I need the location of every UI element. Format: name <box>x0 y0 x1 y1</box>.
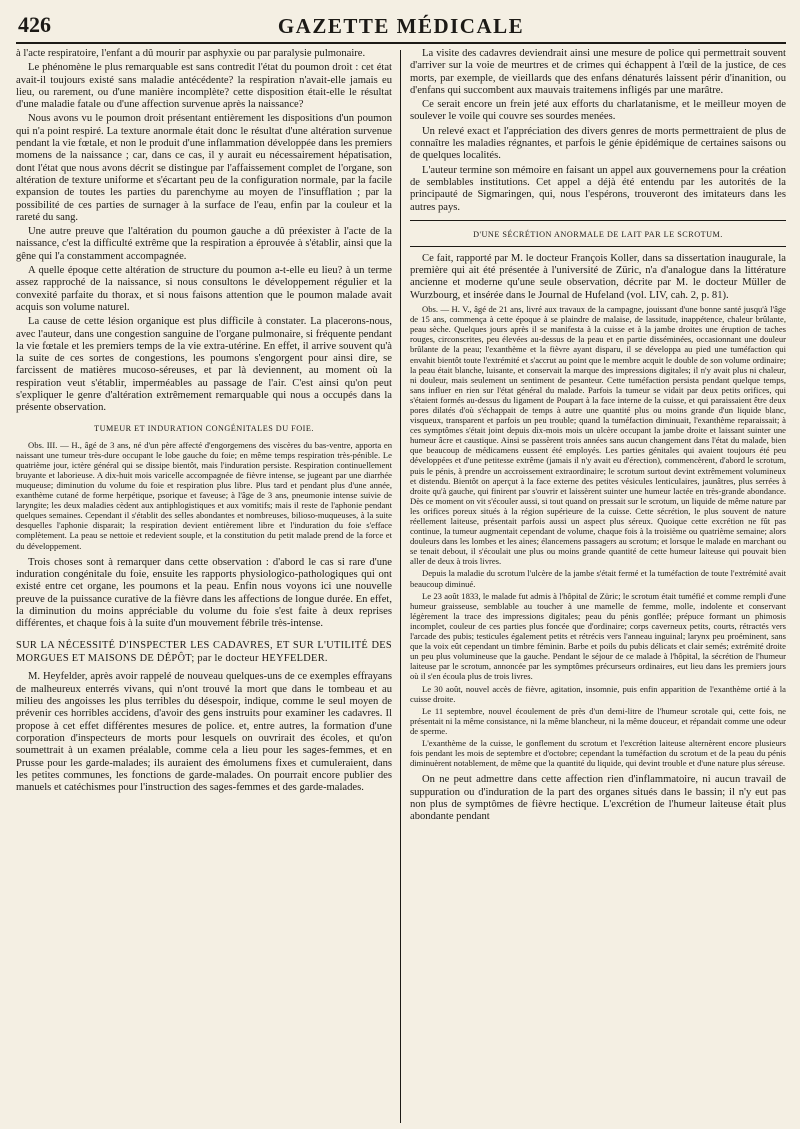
gazette-title: GAZETTE MÉDICALE <box>277 14 525 38</box>
observation-text: Le 11 septembre, nouvel écoulement de près d'un demi-litre de l'humeur scrotale qui, cette fois, ne présentait ni la même consistance, ni la même blancheur, ni la même douceur, et répandait comme une odeur de sperme. <box>410 705 786 736</box>
right-column <box>401 48 786 1123</box>
observation-text: Le 30 août, nouvel accès de fièvre, agitation, insomnie, puis enfin apparition de l'exanthème ortié à la cuisse droite. <box>410 683 786 704</box>
observation-text: Le 23 août 1833, le malade fut admis à l'hôpital de Züric; le scrotum était tuméfié et comme rempli d'une humeur graisseuse, semblable au toucher à une mamelle de femme, molle, indolente et conservant légèrement la trace des impressions digitales; peau du pénis gonflée; prépuce formant un phimosis incomplet, couleur de ces parties plus foncée que d'ordinaire; corps caverneux petits, courts, rétractés vers l'arcade des pubis; testicules également petits et rétrécis vers l'anneau inguinal; larynx peu proéminent, sans que la voix eût cependant un timbre féminin. Barbe et poils du pubis délicats et clair semés; extrémité droite un peu plus volumineuse que la gauche. Pendant le séjour de ce malade à l'hôpital, la sécrétion de l'humeur laiteuse par le scrotum, annoncée par les symptômes précurseurs ordinaires, eut lieu dans les premiers jours où il s'en écoula plus de trois livres. <box>410 590 786 682</box>
section-heading-cadavres: SUR LA NÉCESSITÉ D'INSPECTER LES CADAVRES, ET SUR L'UTILITÉ DES MORGUES ET MAISONS DE DÉPÔT; par le docteur HEYFELDER. <box>16 640 392 664</box>
observation-text: Obs. III. — H., âgé de 3 ans, né d'un père affecté d'engorgemens des viscères du bas-ventre, apporta en naissant une tumeur très-dure occupant le lobe gauche du foie; en même temps respiration très-pénible. Le quatrième jour, ictère général qui se dissipe bientôt, mais l'induration persiste. Respiration continuellement bruyante et laborieuse. A dix-huit mois varicelle accompagnée de fièvre intense, se jugeant par une diarrhée muqueuse; diminution du volume du foie et respiration plus libre. Plus tard et pendant plus d'une année, exanthème cutané de forme herpétique, psorique et faveuse; à l'âge de 3 ans, pneumonie intense suivie de laryngite; les deux maladies cèdent aux antiphlogistiques et aux vomitifs; mais il reste de l'aphonie pendant quelques semaines. Cependant il s'établit des selles abondantes et nombreuses, bilioso-muqueuses, à la suite desquelles l'aphonie disparait; la respiration devient entièrement libre et l'induration du foie s'efface complètement. La peau se nettoie et redevient souple, et la constitution du petit malade prend de la force et du développement. <box>16 439 392 551</box>
right-paragraph: L'auteur termine son mémoire en faisant un appel aux gouvernemens pour la création de semblables institutions. Cet appel a déjà été entendu par les autorités de la principauté de Sigmaringen, qui, nous l'espérons, trouveront des imitateurs dans les autres pays. <box>410 164 786 213</box>
left-paragraph: M. Heyfelder, après avoir rappelé de nouveau quelques-uns de ce exemples effrayans de malheureux enterrés vivans, qui n'ont trouvé la mort que dans le tombeau et au milieu des angoisses les plus terribles du désespoir, indique, comme le seul moyen de prévenir ces horribles accidens, d'avoir des gens instruits pour examiner les cadavres. Il propose à cet effet différentes mesures de police. et, entre autres, la formation d'une corporation d'inspecteurs de morts pour lesquels on ouvrirait des écoles, et qu'on soumettrait à un examen préalable, comme cela a lieu pour les sages-femmes, et en Prusse pour les garde-malades; ils auraient des émolumens fixes et cumuleraient, dans les petites communes, les fonctions de garde-malades. On pourrait encore publier des manuels et catéchismes pour l'instruction des sages-femmes et des garde-malades. <box>16 671 392 794</box>
section-separator <box>410 220 786 221</box>
page-header <box>16 8 786 44</box>
page-number: 426 <box>18 12 51 37</box>
left-paragraph: Une autre preuve que l'altération du poumon gauche a dû préexister à l'acte de la naissance, c'est la difficulté extrême que la respiration a éprouvée à s'établir, ainsi que la gêne qui l'a constamment accompagnée. <box>16 226 392 262</box>
two-column-body <box>16 48 786 1123</box>
observation-text: Depuis la maladie du scrotum l'ulcère de la jambe s'était fermé et la tuméfaction de toute l'extrémité avait beaucoup diminué. <box>410 568 786 589</box>
section-separator <box>410 246 786 247</box>
left-paragraph: Trois choses sont à remarquer dans cette observation : d'abord le cas si rare d'une induration congénitale du foie, ensuite les rapports physiologico-pathologiques qui ont existé entre cet organe, les poumons et la peau. Enfin nous voyons ici une nouvelle preuve de la puissance curative de la fièvre dans les affections de longue durée. En effet, la diminution du moins appréciable du volume du foie s'est faite à deux reprises différentes, et chaque fois à la suite d'un mouvement fébrile très-intense. <box>16 556 392 630</box>
left-paragraph: A quelle époque cette altération de structure du poumon a-t-elle eu lieu? à un terme assez rapproché de la naissance, si nous consultons le développement régulier et la convexité parfaite du thorax, et si nous faisons attention que le poumon malade avait acquis son volume naturel. <box>16 265 392 313</box>
right-paragraph: Ce serait encore un frein jeté aux efforts du charlatanisme, et le meilleur moyen de soulever le voile qui couvre ses sourdes menées. <box>410 99 786 123</box>
left-paragraph: Nous avons vu le poumon droit présentant entièrement les dispositions d'un poumon qui n'a point respiré. La texture anormale était donc le résultat d'une altération survenue pendant la vie fœtale, et non le produit d'une inflammation développée dans les premiers momens de la naissance ; car, dans ce cas, il y aurait eu nécessairement hépatisation, dont l'état que nous avons décrit se distingue par l'affaissement complet de l'organe, son altération de texture uniforme et s'écartant peu de la configuration normale, par la facile expansion de toutes les parties du parenchyme au moyen de l'insufflation ; par la possibilité de ces parties de surnager à la surface de l'eau, enfin par la couleur et la rareté du sang. <box>16 113 392 223</box>
left-paragraph: à l'acte respiratoire, l'enfant a dû mourir par asphyxie ou par paralysie pulmonaire. <box>16 48 366 59</box>
left-column <box>16 48 400 1123</box>
observation-text: L'exanthème de la cuisse, le gonflement du scrotum et l'excrétion laiteuse alternèrent encore plusieurs fois pendant les mois de septembre et d'octobre; cependant la tuméfaction du scrotum et de la peau du pénis diminuèrent notablement, de même que la quantité du liquide, qui devint trouble et d'une nature plus séreuse. <box>410 737 786 769</box>
section-heading-scrotum: D'UNE SÉCRÉTION ANORMALE DE LAIT PAR LE SCROTUM. <box>473 229 723 239</box>
right-paragraph: Ce fait, rapporté par M. le docteur François Koller, dans sa dissertation inaugurale, la première qui ait été présentée à l'université de Züric, n'a d'analogue dans la littérature ancienne et moderne qu'une seule observation, décrite par M. le docteur Müller de Wurzbourg, et insérée dans le Journal de Hufeland (vol. LIV, cah. 2, p. 81). <box>410 252 786 301</box>
section-heading-liver: TUMEUR ET INDURATION CONGÉNITALES DU FOIE. <box>94 423 314 433</box>
left-paragraph: La cause de cette lésion organique est plus difficile à constater. La placerons-nous, avec l'auteur, dans une congestion sanguine de l'organe pulmonaire, si fréquente pendant la vie fœtale et les premiers temps de la vie extra-utérine. En effet, il arrive souvent qu'à la suite de ces sortes de congestions, les poumons s'engorgent pour ainsi dire, se farcissent de matières mucoso-séreuses, et par là deviennent, au moment où la respiration veut s'établir, imperméables au passage de l'air. C'est ainsi qu'on peut s'expliquer le genre d'altération extrêmement remarquable qui nous a occupés dans la présente observation. <box>16 316 392 414</box>
right-paragraph: On ne peut admettre dans cette affection rien d'inflammatoire, ni aucun travail de suppuration ou d'induration de la part des organes situés dans le bassin; il n'y eut pas non plus de symptômes de fièvre hectique. L'excrétion de l'humeur laiteuse était plus abondante pendant <box>410 774 786 823</box>
right-paragraph: La visite des cadavres deviendrait ainsi une mesure de police qui permettrait souvent d'arriver sur la voie de meurtres et de crimes qui échappent à l'œil de la justice, de ces morts, par exemple, de vieillards que des enfans dénaturés laissent périr d'inanition, ou d'enfans qui succombent aux mauvais traitemens infligés par une marâtre. <box>410 48 786 96</box>
observation-text: Obs. — H. V., âgé de 21 ans, livré aux travaux de la campagne, jouissant d'une bonne santé jusqu'à l'âge de 15 ans, commença à cette époque à se plaindre de malaise, de lassitude, inappétence, chaleur brûlante, peau sèche. Quelques jours après il se manifesta à la cuisse et à la jambe droites une éruption de taches rouges, circonscrites, peu élevées au-dessus de la peau et en partie disséminées, occasionnant une douleur brûlante de la peau; l'exanthème et la fièvre ayant disparu, il se développa au pied une tuméfaction qui envahit bientôt toute l'extrémité et s'accrut au point que le membre acquit le double de son volume ordinaire; la peau était blanche, luisante, et conservait la marque des impressions digitales; il n'y avait plus ni chaleur, ni douleur, mais seulement un sentiment de pesanteur. Cette tuméfaction persista pendant quelque temps, sans influer en rien sur l'état général du malade. Parfois la tumeur se vidait par deux petits orifices, qui s'étaient formés au-dessus du ligament de Poupart à la face interne de la cuisse, et qui paraissaient être deux pores dilatés d'où s'échappait de temps à autre une quantité plus ou moins grande d'un liquide blanc, visqueux, transparent et parfois un peu trouble; quand la tuméfaction diminuait, l'exanthème reparaissait; à ces symptômes s'était joint depuis dix-mois mois un ulcère occupant la jambe droite et laissant suinter une humeur âcre et caustique. Ainsi se passèrent trois années sans aucun changement dans l'état du malade, bien que beaucoup de médicamens eussent été employés. Les parties génitales qui avaient toujours été peu développées et d'une petitesse extrême (jamais il n'y avait eu d'érection), commencèrent, d'abord le scrotum, puis le pénis, à prendre un accroissement extraordinaire; le scrotum surtout devint extrêmement volumineux et distendu. Bientôt on aperçut à la face externe des petites vésicules lenticulaires, jaunâtres, plus serrées à droite qu'à gauche, qui finirent par s'ouvrir et laissèrent suinter une humeur lactée en très-grande abondance. Dès ce moment on vit s'écouler aussi, si tout quand on pressait sur le scrotum, un liquide de même nature par les orifices poreux situés à la région supérieure de la cuisse. Cette sécrétion, le plus souvent de nature réellement laiteuse, présentait parfois aussi un aspect plus séreux. Quoique cette excrétion ne fût pas continue, la tumeur augmentait cependant de volume, chaque fois à la troisième ou quatrième semaine; alors douleurs dans les lombes et les aines; élancemens passagers au scrotum; et lorsque le malade en marchant ou se tenait debout, il s'écoulait une plus ou moins grande quantité de cette humeur laiteuse qui pouvait bien aller de deux à trois livres. <box>410 304 786 567</box>
right-paragraph: Un relevé exact et l'appréciation des divers genres de morts permettraient de plus de connaître les maladies régnantes, et parfois le génie épidémique de certaines saisons ou de quelques localités. <box>410 125 786 162</box>
left-paragraph: Le phénomène le plus remarquable est sans contredit l'état du poumon droit : cet état avait-il toujours existé sans maladie antécédente? la respiration n'avait-elle jamais eu lieu, ou rarement, ou d'une manière incomplète? cette disposition était-elle le résultat d'une maladie fatale ou d'une affection survenue après la naissance? <box>16 62 392 111</box>
